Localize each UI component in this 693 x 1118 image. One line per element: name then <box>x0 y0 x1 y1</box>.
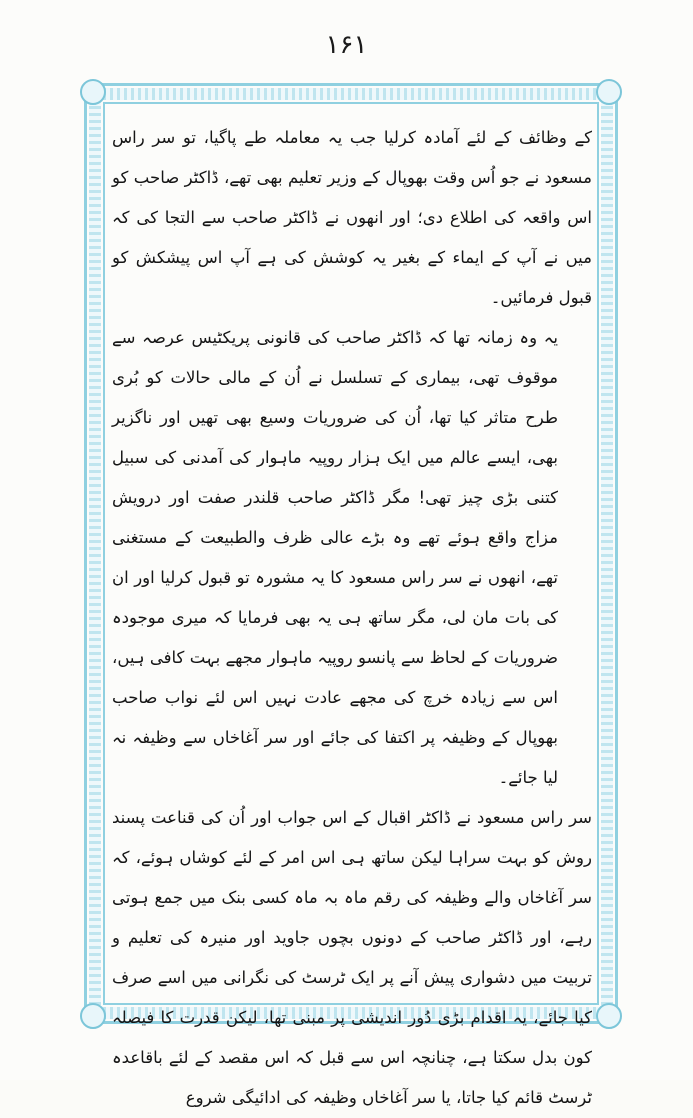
paragraph: کے وظائف کے لئے آمادہ کرلیا جب یہ معاملہ طے پاگیا، تو سر راس مسعود نے جو اُس وقت بھوپال کے وزیر تعلیم بھی تھے، ڈاکٹر صاحب کو اس واقعہ کی اطلاع دی؛ اور انھوں نے ڈاکٹر صاحب سے التجا کی کہ میں نے آپ کے ایماء کے بغیر یہ کوشش کی ہے آپ اس پیشکش کو قبول فرمائیں۔ <box>112 128 592 307</box>
body-text <box>112 118 592 1107</box>
corner-ornament-bottom-left <box>80 1003 106 1029</box>
paragraph: یہ وہ زمانہ تھا کہ ڈاکٹر صاحب کی قانونی پریکٹیس عرصہ سے موقوف تھی، بیماری کے تسلسل نے اُن کے مالی حالات کو بُری طرح متاثر کیا تھا، اُن کی ضروریات وسیع بھی تھیں اور ناگزیر بھی، ایسے عالم میں ایک ہزار روپیہ ماہوار کی آمدنی کی سبیل کتنی بڑی چیز تھی! مگر ڈاکٹر صاحب قلندر صفت اور درویش مزاج واقع ہوئے تھے وہ بڑے عالی ظرف والطبیعت کے مستغنی تھے، انھوں نے سر راس مسعود کا یہ مشورہ تو قبول کرلیا اور ان کی بات مان لی، مگر ساتھ ہی یہ بھی فرمایا کہ میری موجودہ ضروریات کے لحاظ سے پانسو روپیہ ماہوار مجھے بہت کافی ہیں، اس سے زیادہ خرچ کی مجھے عادت نہیں اس لئے نواب صاحب بھوپال کے وظیفہ پر اکتفا کی جائے اور سر آغاخاں سے وظیفہ نہ لیا جائے۔ <box>112 328 558 787</box>
page-number: ۱۶۱ <box>325 30 368 60</box>
paragraph: سر راس مسعود نے ڈاکٹر اقبال کے اس جواب اور اُن کی قناعت پسند روش کو بہت سراہا لیکن ساتھ ہی اس امر کے لئے کوشاں ہوئے، کہ سر آغاخاں والے وظیفہ کی رقم ماہ بہ ماہ کسی بنک میں جمع ہوتی رہے، اور ڈاکٹر صاحب کے دونوں بچوں جاوید اور منیرہ کی تعلیم و تربیت میں دشواری پیش آنے پر ایک ٹرسٹ کی نگرانی میں اسے صرف کیا جائے، یہ اقدام بڑی دُور اندیشی پر مبنی تھا، لیکن قدرت کا فیصلہ کون بدل سکتا ہے، چنانچہ اس سے قبل کہ اس مقصد کے لئے باقاعدہ ٹرسٹ قائم کیا جاتا، یا سر آغاخاں وظیفہ کی ادائیگی شروع <box>112 808 592 1107</box>
corner-ornament-top-right <box>596 79 622 105</box>
corner-ornament-top-left <box>80 79 106 105</box>
corner-ornament-bottom-right <box>596 1003 622 1029</box>
